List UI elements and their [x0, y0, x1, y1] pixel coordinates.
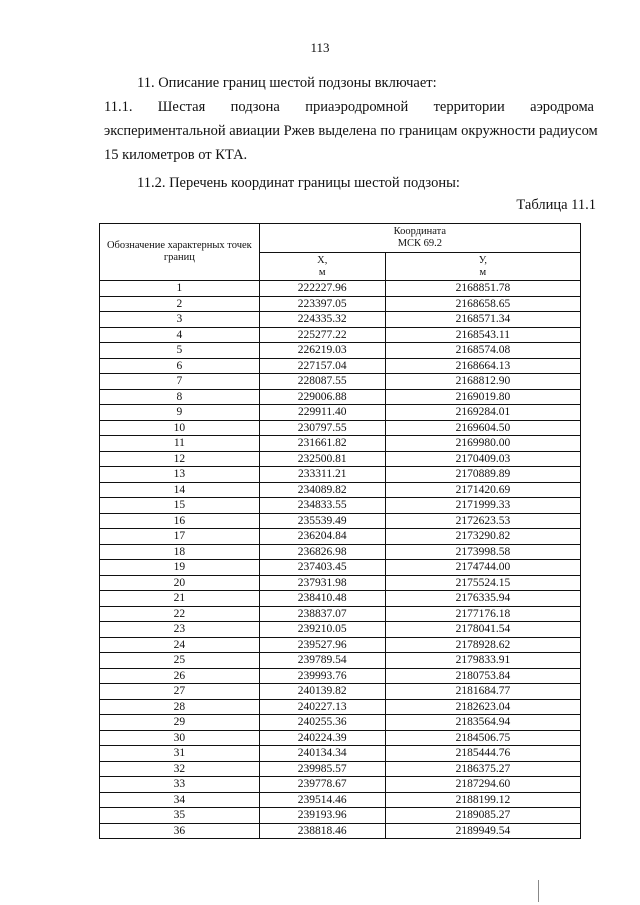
- table-row: [100, 575, 581, 591]
- table-row: [100, 699, 581, 715]
- x-coordinate-cell: 239514.46: [259, 792, 385, 808]
- y-coordinate-cell: 2169604.50: [385, 420, 580, 436]
- table-row: [100, 560, 581, 576]
- x-coordinate-cell: 224335.32: [259, 312, 385, 328]
- coordinates-table: [99, 223, 581, 839]
- paragraph-11-1-line2: экспериментальной авиации Ржев выделена по границам окружности радиусом: [104, 123, 598, 139]
- point-number-cell: 3: [100, 312, 260, 328]
- x-coordinate-cell: 235539.49: [259, 513, 385, 529]
- paragraph-11-1-line1: 11.1. Шестая подзона приаэродромной территории аэродрома: [104, 99, 594, 115]
- point-number-cell: 19: [100, 560, 260, 576]
- point-number-cell: 27: [100, 684, 260, 700]
- x-coordinate-cell: 231661.82: [259, 436, 385, 452]
- x-coordinate-cell: 239527.96: [259, 637, 385, 653]
- table-row: [100, 405, 581, 421]
- header-x-unit: м: [318, 266, 326, 278]
- x-coordinate-cell: 238410.48: [259, 591, 385, 607]
- y-coordinate-cell: 2175524.15: [385, 575, 580, 591]
- y-coordinate-cell: 2177176.18: [385, 606, 580, 622]
- y-coordinate-cell: 2173998.58: [385, 544, 580, 560]
- table-row: [100, 374, 581, 390]
- x-coordinate-cell: 229911.40: [259, 405, 385, 421]
- header-point-designation: Обозначение характерных точек границ: [100, 224, 260, 281]
- x-coordinate-cell: 239193.96: [259, 808, 385, 824]
- y-coordinate-cell: 2181684.77: [385, 684, 580, 700]
- header-y-label: У,: [478, 254, 488, 266]
- table-row: [100, 777, 581, 793]
- table-row: [100, 312, 581, 328]
- x-coordinate-cell: 239778.67: [259, 777, 385, 793]
- x-coordinate-cell: 240134.34: [259, 746, 385, 762]
- point-number-cell: 25: [100, 653, 260, 669]
- y-coordinate-cell: 2168664.13: [385, 358, 580, 374]
- paragraph-11-2: 11.2. Перечень координат границы шестой подзоны:: [137, 175, 460, 191]
- table-row: [100, 823, 581, 839]
- table-row: [100, 746, 581, 762]
- table-row: [100, 529, 581, 545]
- point-number-cell: 15: [100, 498, 260, 514]
- y-coordinate-cell: 2168574.08: [385, 343, 580, 359]
- x-coordinate-cell: 239210.05: [259, 622, 385, 638]
- y-coordinate-cell: 2169980.00: [385, 436, 580, 452]
- point-number-cell: 36: [100, 823, 260, 839]
- y-coordinate-cell: 2179833.91: [385, 653, 580, 669]
- x-coordinate-cell: 234089.82: [259, 482, 385, 498]
- point-number-cell: 32: [100, 761, 260, 777]
- y-coordinate-cell: 2170889.89: [385, 467, 580, 483]
- table-row: [100, 715, 581, 731]
- x-coordinate-cell: 226219.03: [259, 343, 385, 359]
- y-coordinate-cell: 2171999.33: [385, 498, 580, 514]
- x-coordinate-cell: 240255.36: [259, 715, 385, 731]
- table-row: [100, 281, 581, 297]
- table-row: [100, 591, 581, 607]
- header-x-label: X,: [317, 254, 328, 266]
- x-coordinate-cell: 239993.76: [259, 668, 385, 684]
- x-coordinate-cell: 236826.98: [259, 544, 385, 560]
- point-number-cell: 1: [100, 281, 260, 297]
- y-coordinate-cell: 2182623.04: [385, 699, 580, 715]
- x-coordinate-cell: 232500.81: [259, 451, 385, 467]
- x-coordinate-cell: 237403.45: [259, 560, 385, 576]
- table-row: [100, 420, 581, 436]
- table-row: [100, 730, 581, 746]
- table-row: [100, 653, 581, 669]
- table-row: [100, 389, 581, 405]
- point-number-cell: 21: [100, 591, 260, 607]
- x-coordinate-cell: 238837.07: [259, 606, 385, 622]
- header-coordinate: [259, 224, 580, 253]
- point-number-cell: 6: [100, 358, 260, 374]
- point-number-cell: 26: [100, 668, 260, 684]
- x-coordinate-cell: 238818.46: [259, 823, 385, 839]
- header-y-unit: м: [479, 266, 487, 278]
- table-row: [100, 668, 581, 684]
- y-coordinate-cell: 2168571.34: [385, 312, 580, 328]
- point-number-cell: 23: [100, 622, 260, 638]
- y-coordinate-cell: 2180753.84: [385, 668, 580, 684]
- y-coordinate-cell: 2168851.78: [385, 281, 580, 297]
- table-row: [100, 467, 581, 483]
- point-number-cell: 18: [100, 544, 260, 560]
- point-number-cell: 10: [100, 420, 260, 436]
- y-coordinate-cell: 2189949.54: [385, 823, 580, 839]
- page-number: 113: [310, 40, 330, 55]
- y-coordinate-cell: 2168658.65: [385, 296, 580, 312]
- header-coordinate-title: Координата: [393, 226, 447, 237]
- table-row: [100, 327, 581, 343]
- x-coordinate-cell: 230797.55: [259, 420, 385, 436]
- table-caption: Таблица 11.1: [516, 197, 596, 213]
- table-row: [100, 482, 581, 498]
- table-row: [100, 343, 581, 359]
- table-row: [100, 622, 581, 638]
- header-y: [385, 253, 580, 281]
- x-coordinate-cell: 234833.55: [259, 498, 385, 514]
- point-number-cell: 34: [100, 792, 260, 808]
- point-number-cell: 22: [100, 606, 260, 622]
- x-coordinate-cell: 222227.96: [259, 281, 385, 297]
- point-number-cell: 33: [100, 777, 260, 793]
- point-number-cell: 12: [100, 451, 260, 467]
- x-coordinate-cell: 228087.55: [259, 374, 385, 390]
- point-number-cell: 4: [100, 327, 260, 343]
- table-row: [100, 436, 581, 452]
- table-row: [100, 606, 581, 622]
- table-row: [100, 684, 581, 700]
- section-heading: 11. Описание границ шестой подзоны включает:: [137, 75, 437, 91]
- point-number-cell: 17: [100, 529, 260, 545]
- table-row: [100, 761, 581, 777]
- y-coordinate-cell: 2170409.03: [385, 451, 580, 467]
- y-coordinate-cell: 2176335.94: [385, 591, 580, 607]
- y-coordinate-cell: 2185444.76: [385, 746, 580, 762]
- table-row: [100, 808, 581, 824]
- x-coordinate-cell: 223397.05: [259, 296, 385, 312]
- point-number-cell: 24: [100, 637, 260, 653]
- point-number-cell: 9: [100, 405, 260, 421]
- point-number-cell: 30: [100, 730, 260, 746]
- point-number-cell: 29: [100, 715, 260, 731]
- header-x: [259, 253, 385, 281]
- y-coordinate-cell: 2188199.12: [385, 792, 580, 808]
- y-coordinate-cell: 2169019.80: [385, 389, 580, 405]
- x-coordinate-cell: 233311.21: [259, 467, 385, 483]
- x-coordinate-cell: 229006.88: [259, 389, 385, 405]
- scan-mark: [538, 880, 539, 902]
- paragraph-11-1-line3: 15 километров от КТА.: [104, 147, 248, 163]
- y-coordinate-cell: 2168812.90: [385, 374, 580, 390]
- table-row: [100, 358, 581, 374]
- table-row: [100, 792, 581, 808]
- x-coordinate-cell: 240224.39: [259, 730, 385, 746]
- x-coordinate-cell: 239789.54: [259, 653, 385, 669]
- table-row: [100, 544, 581, 560]
- y-coordinate-cell: 2169284.01: [385, 405, 580, 421]
- point-number-cell: 13: [100, 467, 260, 483]
- point-number-cell: 11: [100, 436, 260, 452]
- y-coordinate-cell: 2183564.94: [385, 715, 580, 731]
- y-coordinate-cell: 2174744.00: [385, 560, 580, 576]
- point-number-cell: 31: [100, 746, 260, 762]
- y-coordinate-cell: 2171420.69: [385, 482, 580, 498]
- y-coordinate-cell: 2172623.53: [385, 513, 580, 529]
- point-number-cell: 5: [100, 343, 260, 359]
- coordinates-table-body: [100, 281, 581, 839]
- point-number-cell: 2: [100, 296, 260, 312]
- point-number-cell: 14: [100, 482, 260, 498]
- table-row: [100, 513, 581, 529]
- x-coordinate-cell: 227157.04: [259, 358, 385, 374]
- x-coordinate-cell: 239985.57: [259, 761, 385, 777]
- point-number-cell: 28: [100, 699, 260, 715]
- y-coordinate-cell: 2189085.27: [385, 808, 580, 824]
- y-coordinate-cell: 2173290.82: [385, 529, 580, 545]
- point-number-cell: 35: [100, 808, 260, 824]
- x-coordinate-cell: 225277.22: [259, 327, 385, 343]
- point-number-cell: 8: [100, 389, 260, 405]
- table-row: [100, 296, 581, 312]
- table-row: [100, 451, 581, 467]
- header-coordinate-system: МСК 69.2: [397, 238, 443, 249]
- x-coordinate-cell: 240139.82: [259, 684, 385, 700]
- x-coordinate-cell: 237931.98: [259, 575, 385, 591]
- point-number-cell: 20: [100, 575, 260, 591]
- x-coordinate-cell: 240227.13: [259, 699, 385, 715]
- table-row: [100, 637, 581, 653]
- x-coordinate-cell: 236204.84: [259, 529, 385, 545]
- y-coordinate-cell: 2178928.62: [385, 637, 580, 653]
- point-number-cell: 16: [100, 513, 260, 529]
- y-coordinate-cell: 2187294.60: [385, 777, 580, 793]
- y-coordinate-cell: 2184506.75: [385, 730, 580, 746]
- table-row: [100, 498, 581, 514]
- y-coordinate-cell: 2178041.54: [385, 622, 580, 638]
- y-coordinate-cell: 2186375.27: [385, 761, 580, 777]
- y-coordinate-cell: 2168543.11: [385, 327, 580, 343]
- point-number-cell: 7: [100, 374, 260, 390]
